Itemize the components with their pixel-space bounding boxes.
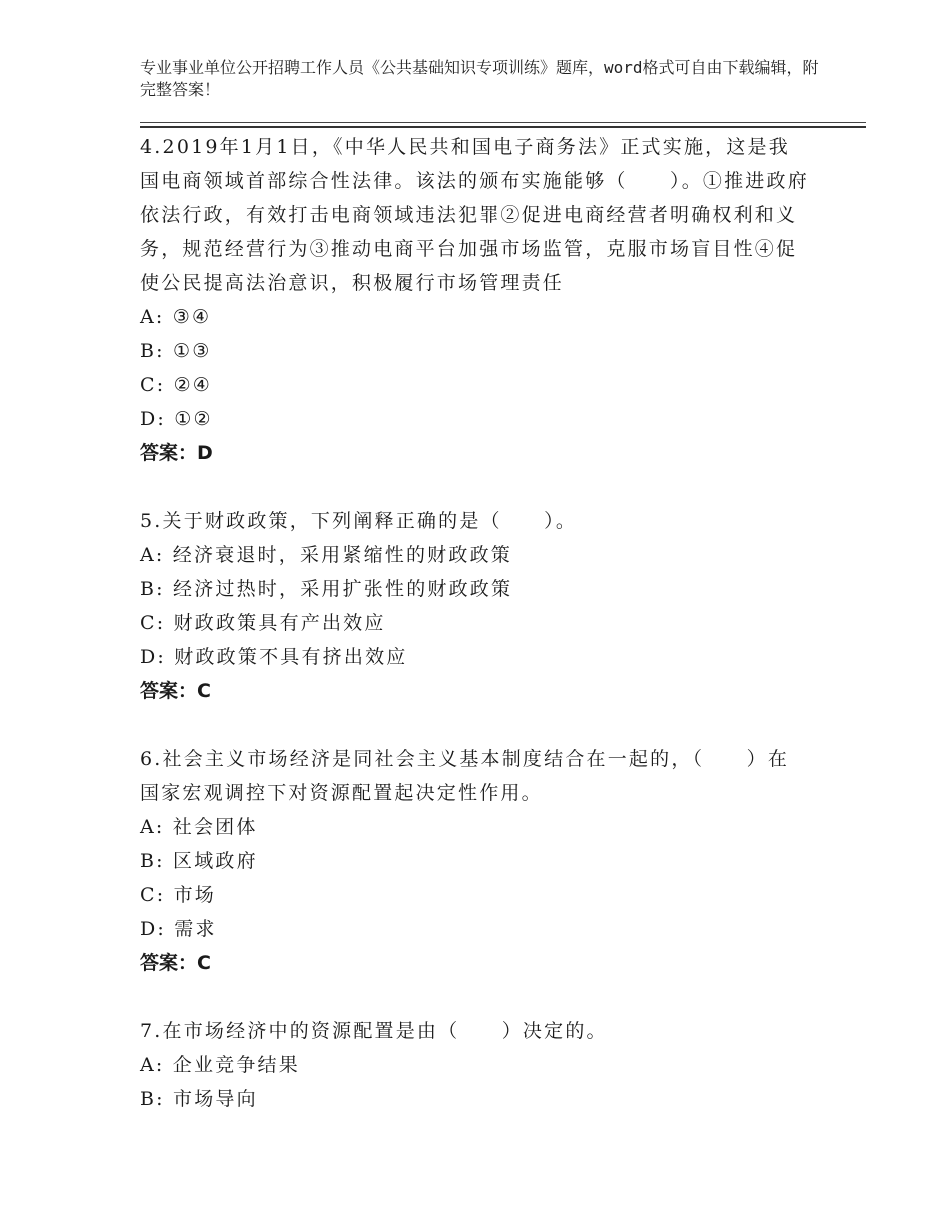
option-b: B: 区域政府 [140,850,258,872]
option-d: D: 需求 [140,918,217,940]
spacer [140,470,810,504]
option-a: A: ③④ [140,306,212,328]
answer: 答案：C [140,680,211,702]
document-header: 专业事业单位公开招聘工作人员《公共基础知识专项训练》题库，word格式可自由下载编辑，附完整答案！ [140,58,819,99]
option-d: D: 财政政策不具有挤出效应 [140,646,408,668]
option-b: B: 市场导向 [140,1088,258,1110]
option-b: B: ①③ [140,340,212,362]
question-4 [140,130,810,470]
question-6 [140,742,810,980]
question-stem: 7.在市场经济中的资源配置是由（ ）决定的。 [140,1020,608,1042]
question-7 [140,1014,810,1116]
spacer [140,980,810,1014]
option-b: B: 经济过热时，采用扩张性的财政政策 [140,578,513,600]
option-a: A: 企业竞争结果 [140,1054,300,1076]
question-stem: 6.社会主义市场经济是同社会主义基本制度结合在一起的，（ ）在国家宏观调控下对资源配置起决定性作用。 [140,748,790,804]
question-5 [140,504,810,708]
option-c: C: ②④ [140,374,213,396]
option-d: D: ①② [140,408,213,430]
header-rule-thin [140,122,866,123]
header-rule-thick [140,126,866,128]
option-a: A: 经济衰退时，采用紧缩性的财政政策 [140,544,512,566]
question-stem: 5.关于财政政策，下列阐释正确的是（ ）。 [140,510,578,532]
option-a: A: 社会团体 [140,816,258,838]
option-c: C: 市场 [140,884,216,906]
spacer [140,708,810,742]
question-list [140,130,810,1116]
answer: 答案：C [140,952,211,974]
answer: 答案：D [140,442,213,464]
question-stem: 4.2019年1月1日，《中华人民共和国电子商务法》正式实施，这是我国电商领域首部综合性法律。该法的颁布实施能够（ ）。①推进政府依法行政，有效打击电商领域违法犯罪②促进电商经营者明确权利和义务，规范经营行为③推动电商平台加强市场监管，克服市场盲目性④促使公民提高法治意识，积极履行市场管理责任 [140,136,809,294]
option-c: C: 财政政策具有产出效应 [140,612,386,634]
